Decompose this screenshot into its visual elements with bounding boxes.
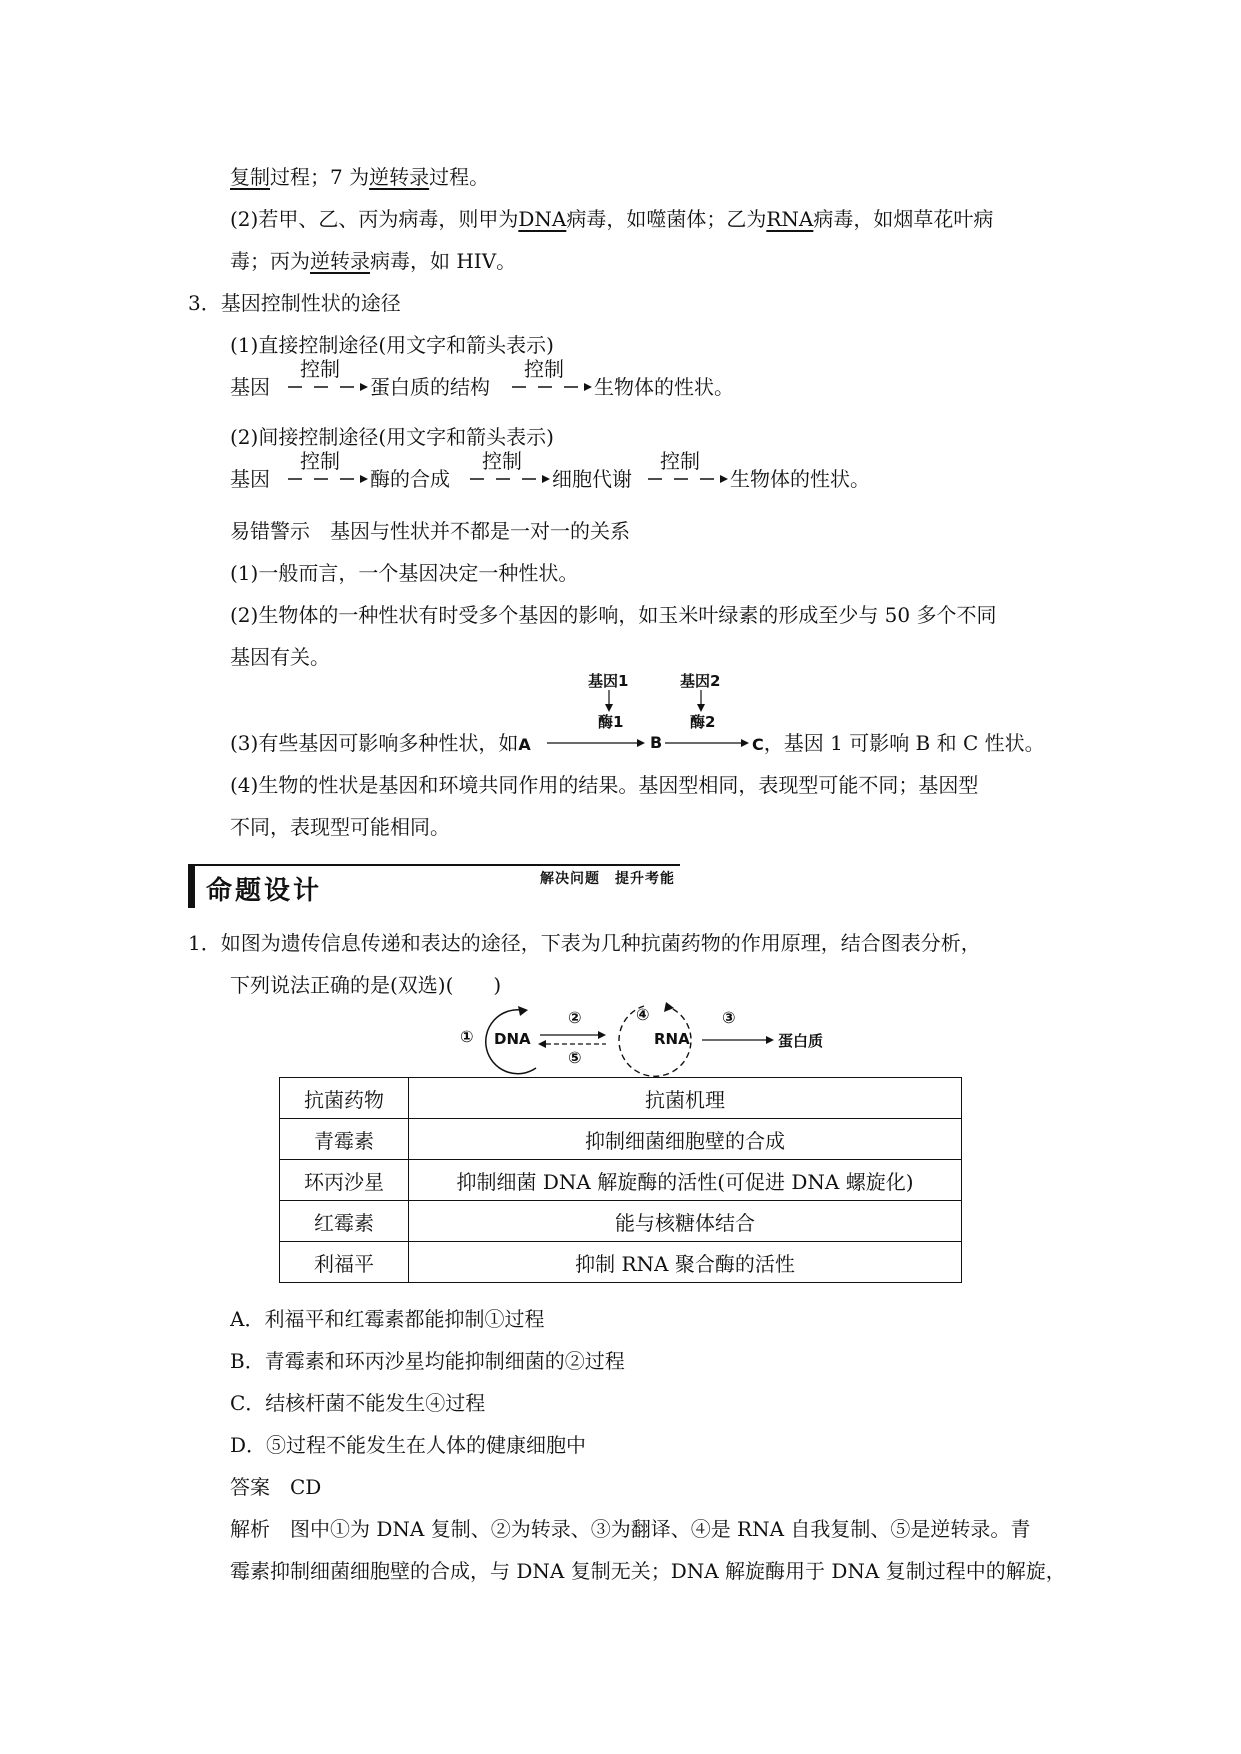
underlined-term: RNA <box>766 207 814 231</box>
path-word: 生物体的性状。 <box>594 375 734 399</box>
pathway-node: A <box>518 735 531 754</box>
warning-item-tail <box>752 729 1045 759</box>
pathway-node: B <box>650 733 663 752</box>
path-word: 蛋白质的结构 <box>370 375 490 399</box>
mechanism-cell: 抑制细菌 DNA 解旋酶的活性(可促进 DNA 螺旋化) <box>409 1160 962 1201</box>
arrow-label: 控制 <box>300 357 340 381</box>
path-word: 基因 <box>230 375 270 399</box>
warning-item: (4)生物的性状是基因和环境共同作用的结果。基因型相同，表现型可能不同；基因型 <box>230 773 979 797</box>
mechanism-cell: 抗菌机理 <box>409 1078 962 1119</box>
option-c: C．结核杆菌不能发生④过程 <box>230 1391 486 1415</box>
path-word: 酶的合成 <box>370 467 450 491</box>
enzyme-label: 酶2 <box>690 713 716 731</box>
option-d: D．⑤过程不能发生在人体的健康细胞中 <box>230 1433 587 1457</box>
enzyme-label: 酶1 <box>598 713 624 731</box>
underlined-term: 逆转录 <box>310 249 370 273</box>
text-span: (3)有些基因可影响多种性状，如 <box>230 731 519 755</box>
step-marker: ⑤ <box>568 1048 582 1067</box>
text-span: ，基因 1 可影响 B 和 C 性状。 <box>763 731 1045 755</box>
dashed-arrow-icon <box>286 380 370 394</box>
drug-name-cell: 抗菌药物 <box>280 1078 409 1119</box>
dashed-arrow-icon <box>286 472 370 486</box>
option-b: B．青霉素和环丙沙星均能抑制细菌的②过程 <box>230 1349 625 1373</box>
arrow-icon <box>547 736 647 750</box>
dashed-arrow-icon <box>510 380 594 394</box>
warning-item: 基因有关。 <box>230 645 330 669</box>
text-span: 病毒，如烟草花叶病 <box>813 207 994 231</box>
drug-name-cell: 青霉素 <box>280 1119 409 1160</box>
question-stem: 1．如图为遗传信息传递和表达的途径，下表为几种抗菌药物的作用原理，结合图表分析， <box>188 931 981 955</box>
step-marker: ① <box>460 1027 474 1046</box>
arrow-label: 控制 <box>482 449 522 473</box>
text-span: 毒；丙为 <box>230 249 310 273</box>
option-a: A．利福平和红霉素都能抑制①过程 <box>230 1307 545 1331</box>
drug-name-cell: 利福平 <box>280 1242 409 1283</box>
section-subtitle: 解决问题 提升考能 <box>540 871 675 887</box>
underlined-term: 复制 <box>230 165 270 189</box>
text-line <box>230 163 489 191</box>
arrow-icon <box>665 736 751 750</box>
table-header-row <box>280 1078 962 1119</box>
text-line <box>230 247 516 275</box>
path-word: 生物体的性状。 <box>730 467 870 491</box>
rna-label: RNA <box>654 1030 690 1048</box>
text-line <box>230 205 993 233</box>
path-word: 基因 <box>230 467 270 491</box>
warning-title: 易错警示 基因与性状并不都是一对一的关系 <box>230 519 630 543</box>
question-stem: 下列说法正确的是(双选)( ) <box>230 973 502 997</box>
warning-item: 不同，表现型可能相同。 <box>230 815 450 839</box>
table-row <box>280 1119 962 1160</box>
answer: 答案 CD <box>230 1475 322 1499</box>
arrow-label: 控制 <box>524 357 564 381</box>
warning-item <box>230 729 531 759</box>
antibiotic-table <box>279 1077 962 1283</box>
step-marker: ③ <box>722 1008 736 1027</box>
step-marker: ④ <box>636 1005 650 1024</box>
arrow-label: 控制 <box>300 449 340 473</box>
protein-label: 蛋白质 <box>778 1032 824 1050</box>
text-span: 病毒，如噬菌体；乙为 <box>566 207 767 231</box>
drug-name-cell: 环丙沙星 <box>280 1160 409 1201</box>
table-row <box>280 1201 962 1242</box>
indirect-path-title: (2)间接控制途径(用文字和箭头表示) <box>230 425 554 449</box>
text-span: 过程；7 为 <box>270 165 370 189</box>
direct-path-title: (1)直接控制途径(用文字和箭头表示) <box>230 333 554 357</box>
analysis-line: 霉素抑制细菌细胞壁的合成，与 DNA 复制无关；DNA 解旋酶用于 DNA 复制过程中的解旋， <box>230 1559 1066 1583</box>
arrow-label: 控制 <box>660 449 700 473</box>
text-span: 病毒，如 HIV。 <box>370 249 517 273</box>
section-heading: 3．基因控制性状的途径 <box>188 291 401 315</box>
analysis-line: 解析 图中①为 DNA 复制、②为转录、③为翻译、④是 RNA 自我复制、⑤是逆转录。青 <box>230 1517 1031 1541</box>
dashed-arrow-icon <box>468 472 552 486</box>
text-span: 过程。 <box>429 165 490 189</box>
pathway-node: C <box>752 735 764 754</box>
table-row <box>280 1160 962 1201</box>
warning-item: (1)一般而言，一个基因决定一种性状。 <box>230 561 579 585</box>
gene-label: 基因2 <box>680 672 721 690</box>
text-span: (2)若甲、乙、丙为病毒，则甲为 <box>230 207 519 231</box>
gene-label: 基因1 <box>588 672 629 690</box>
step-marker: ② <box>568 1008 582 1027</box>
dna-label: DNA <box>494 1030 531 1048</box>
dashed-arrow-icon <box>646 472 730 486</box>
mechanism-cell: 能与核糖体结合 <box>409 1201 962 1242</box>
table-row <box>280 1242 962 1283</box>
underlined-term: DNA <box>518 207 567 231</box>
section-rule <box>195 864 680 866</box>
section-title: 命题设计 <box>206 876 323 906</box>
mechanism-cell: 抑制细菌细胞壁的合成 <box>409 1119 962 1160</box>
underlined-term: 逆转录 <box>369 165 430 189</box>
drug-name-cell: 红霉素 <box>280 1201 409 1242</box>
path-word: 细胞代谢 <box>552 467 632 491</box>
section-bar <box>188 864 195 908</box>
warning-item: (2)生物体的一种性状有时受多个基因的影响，如玉米叶绿素的形成至少与 50 多个不同 <box>230 603 997 627</box>
mechanism-cell: 抑制 RNA 聚合酶的活性 <box>409 1242 962 1283</box>
